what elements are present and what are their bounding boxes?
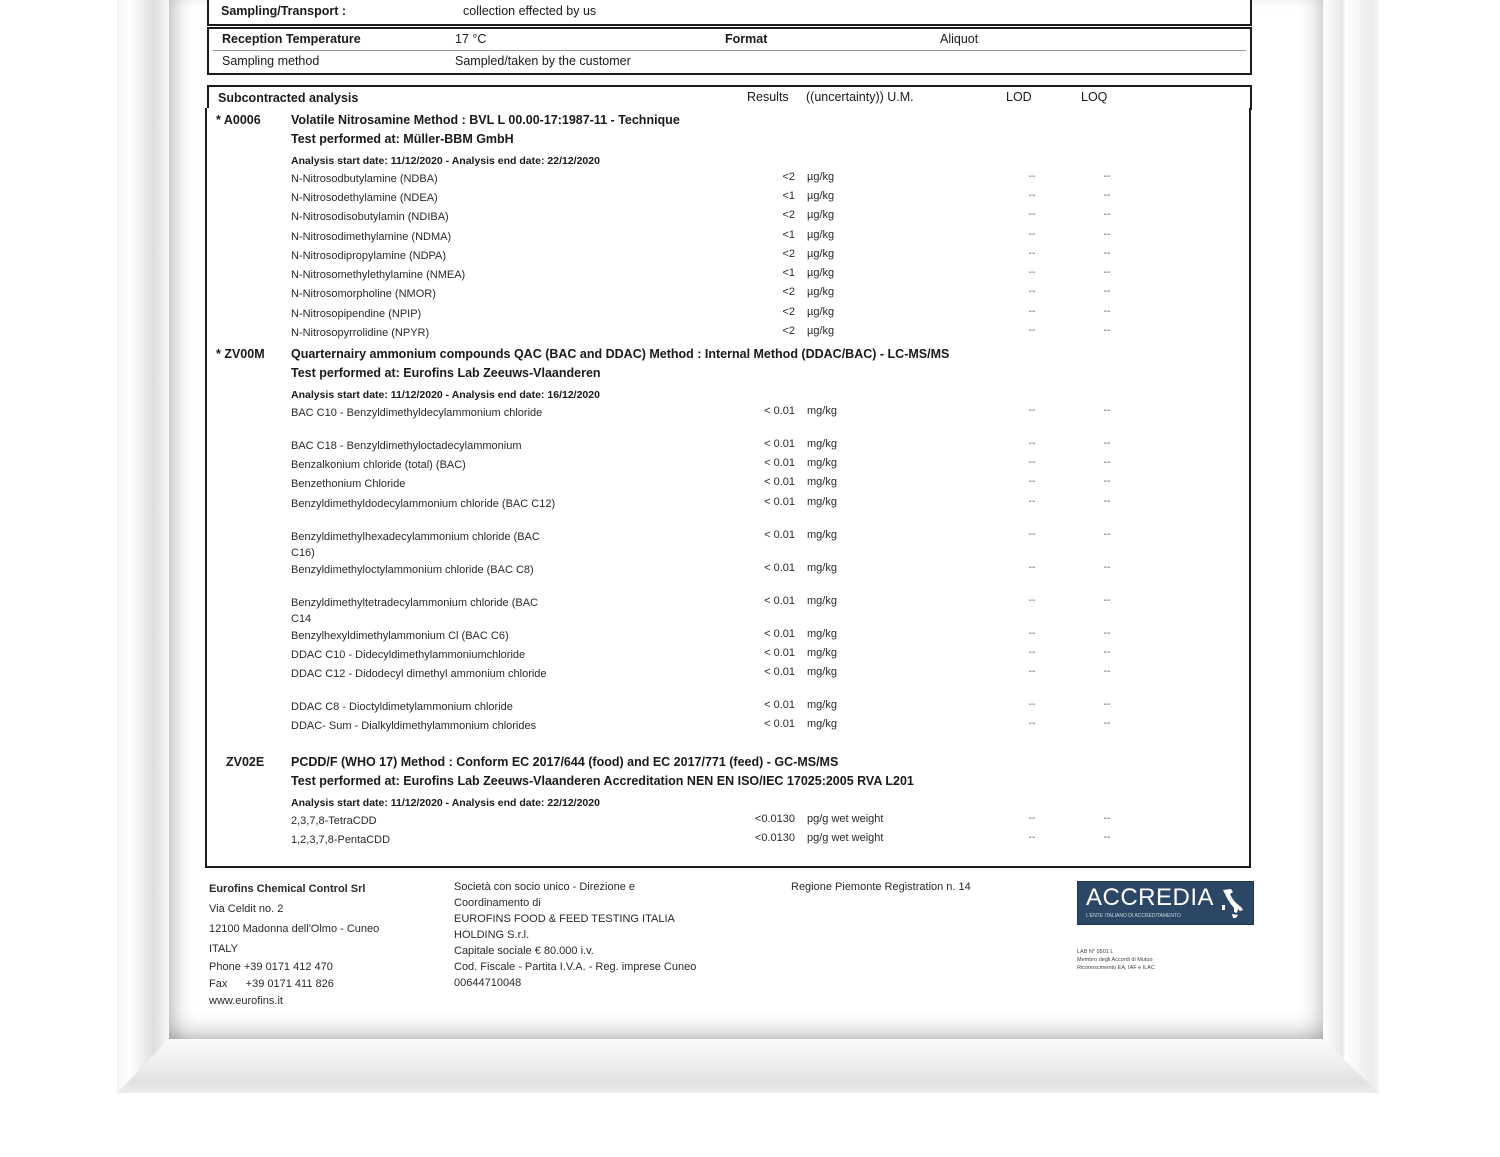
subcontracted-analysis-header — [207, 85, 1252, 110]
reception-temperature-value: 17 °C — [455, 32, 487, 46]
analysis-method: Quarternairy ammonium compounds QAC (BAC and DDAC) Method : Internal Method (DDAC/BAC) - LC-MS/MS — [291, 347, 950, 361]
footer-company-name: Eurofins Chemical Control Srl — [209, 883, 366, 895]
footer-address-1: Via Celdit no. 2 — [209, 903, 284, 915]
footer-legal-line: EUROFINS FOOD & FEED TESTING ITALIA — [454, 913, 675, 925]
footer-legal-block — [454, 879, 696, 991]
sampling-transport-label: Sampling/Transport : — [221, 4, 347, 18]
footer-legal-line: Cod. Fiscale - Partita I.V.A. - Reg. imprese Cuneo — [454, 961, 697, 973]
footer-legal-line: Coordinamento di — [454, 897, 541, 909]
footer-company-block — [209, 879, 379, 1010]
footer-website: www.eurofins.it — [209, 995, 283, 1007]
column-header-uncertainty-um: ((uncertainty)) U.M. — [806, 90, 914, 104]
footer-registration: Regione Piemonte Registration n. 14 — [791, 881, 971, 893]
test-performed-at: Test performed at: Eurofins Lab Zeeuws-Vlaanderen Accreditation NEN EN ISO/IEC 17025:2005 RVA L201 — [291, 774, 914, 788]
footer-country: ITALY — [209, 943, 238, 955]
column-header-lod: LOD — [1006, 90, 1032, 104]
sampling-method-label: Sampling method — [222, 54, 320, 68]
accredia-logo — [1077, 881, 1254, 925]
picture-frame-right — [1323, 0, 1379, 1093]
format-label: Format — [725, 32, 768, 46]
picture-frame-left — [117, 0, 169, 1093]
analysis-method: Volatile Nitrosamine Method : BVL L 00.00-17:1987-11 - Technique — [291, 113, 680, 127]
row-divider — [213, 50, 1246, 51]
accredia-note — [1077, 948, 1155, 972]
analysis-method: PCDD/F (WHO 17) Method : Conform EC 2017/644 (food) and EC 2017/771 (feed) - GC-MS/MS — [291, 755, 839, 769]
accredia-note-line: Membro degli Accordi di Mutuo — [1077, 957, 1153, 963]
analysis-code: * A0006 — [216, 113, 261, 127]
format-value: Aliquot — [940, 32, 979, 46]
subcontracted-analysis-body: * A0006 Volatile Nitrosamine Method : BVL L 00.00-17:1987-11 - Technique Test performed at: Müller-BBM GmbH Analysis start date: 11/12/2020 - Analysis end date: 22/12/2020 N-Nitrosodbutylamine (NDBA) <2 µg/kg -- -- N-Nitrosodethylamine (NDEA) <1 µg/kg -- -- N-Nitrosodisobutylamin (NDIBA) <2 µg/kg -- -- N-Nitrosodimethylamine (NDMA) <1 µg/kg -- -- N-Nitrosodipropylamine (NDPA) <2 µg/kg -- -- N-Nitrosomethylethylamine (NMEA) <1 µg/kg -- -- N-Nitrosomorpholine (NMOR) <2 µg/kg -- -- N-Nitrosopipendine (NPIP) <2 µg/kg -- -- N-Nitrosopyrrolidine (NPYR) <2 µg/kg -- -- * ZV00M Quarternairy ammonium compounds QAC (BAC and DDAC) Method : Internal Method (DDAC/BAC) - LC-MS/MS Test performed at: Eurofins Lab Zeeuws-Vlaanderen Analysis start date: 11/12/2020 - Analysis end date: 16/12/2020 BAC C10 - Benzyldimethyldecylammonium chloride < 0.01 mg/kg -- -- BAC C18 - Benzyldimethyloctadecylammonium < 0.01 mg/kg -- -- Benzalkonium chloride (total) (BAC) < 0.01 mg/kg -- -- Benzethonium Chloride < 0.01 mg/kg -- -- Benzyldimethyldodecylammonium chloride (BAC C12) < 0.01 mg/kg -- -- Benzyldimethylhexadecylammonium chloride (BAC C16) < 0.01 mg/kg -- -- Benzyldimethyloctylammonium chloride (BAC C8) < 0.01 mg/kg -- -- Benzyldimethyltetradecylammonium chloride (BAC C14 < 0.01 mg/kg -- -- Benzylhexyldimethylammonium Cl (BAC C6) < 0.01 mg/kg -- -- DDAC C10 - Didecyldimethylammoniumchloride < 0.01 mg/kg -- -- DDAC C12 - Didodecyl dimethyl ammonium chloride < 0.01 mg/kg -- -- DDAC C8 - Dioctyldimetylammonium chloride < 0.01 mg/kg -- -- DDAC- Sum - Dialkyldimethylammonium chlorides < 0.01 mg/kg -- -- ZV02E PCDD/F (WHO 17) Method : Conform EC 2017/644 (food) and EC 2017/771 (feed) - GC-MS/MS Test performed at: Eurofins Lab Zeeuws-Vlaanderen Accreditation NEN EN ISO/IEC 17025:2005 RVA L201 Analysis start date: 11/12/2020 - Analysis end date: 22/12/2020 2,3,7,8-TetraCDD <0.0130 pg/g wet weight -- -- 1,2,3,7,8-PentaCDD <0.0130 pg/g wet weight -- -- — [205, 108, 1251, 868]
footer-address-2: 12100 Madonna dell'Olmo - Cuneo — [209, 923, 380, 935]
sampling-method-value: Sampled/taken by the customer — [455, 54, 631, 68]
reception-temperature-label: Reception Temperature — [222, 32, 361, 46]
accredia-tagline: L'ENTE ITALIANO DI ACCREDITAMENTO — [1086, 913, 1181, 919]
test-performed-at: Test performed at: Müller-BBM GmbH — [291, 132, 514, 146]
accredia-note-line: LAB N° 0501 L — [1077, 949, 1114, 955]
footer-fax: Fax +39 0171 411 826 — [209, 978, 334, 990]
accredia-logo-text: ACCREDIA — [1086, 884, 1215, 911]
picture-frame-bottom — [117, 1039, 1379, 1093]
analysis-dates: Analysis start date: 11/12/2020 - Analysis end date: 22/12/2020 — [291, 155, 600, 167]
reception-info-box — [207, 27, 1252, 75]
sampling-transport-box — [207, 0, 1252, 26]
footer-phone: Phone +39 0171 412 470 — [209, 961, 333, 973]
analysis-code: ZV02E — [226, 755, 265, 769]
column-header-results: Results — [747, 90, 789, 104]
analysis-dates: Analysis start date: 11/12/2020 - Analysis end date: 16/12/2020 — [291, 389, 600, 401]
analysis-dates: Analysis start date: 11/12/2020 - Analysis end date: 22/12/2020 — [291, 797, 600, 809]
subcontracted-analysis-title: Subcontracted analysis — [218, 91, 359, 105]
analysis-code: * ZV00M — [216, 347, 265, 361]
footer-legal-line: Società con socio unico - Direzione e — [454, 881, 635, 893]
italy-map-icon — [1219, 888, 1245, 920]
test-performed-at: Test performed at: Eurofins Lab Zeeuws-Vlaanderen — [291, 366, 601, 380]
footer-legal-line: HOLDING S.r.l. — [454, 929, 530, 941]
column-header-loq: LOQ — [1081, 90, 1108, 104]
sampling-transport-value: collection effected by us — [463, 4, 597, 18]
accredia-note-line: Riconoscimento EA, IAF e ILAC — [1077, 965, 1155, 971]
footer-legal-line: Capitale sociale € 80.000 i.v. — [454, 945, 594, 957]
footer-legal-line: 00644710048 — [454, 977, 522, 989]
